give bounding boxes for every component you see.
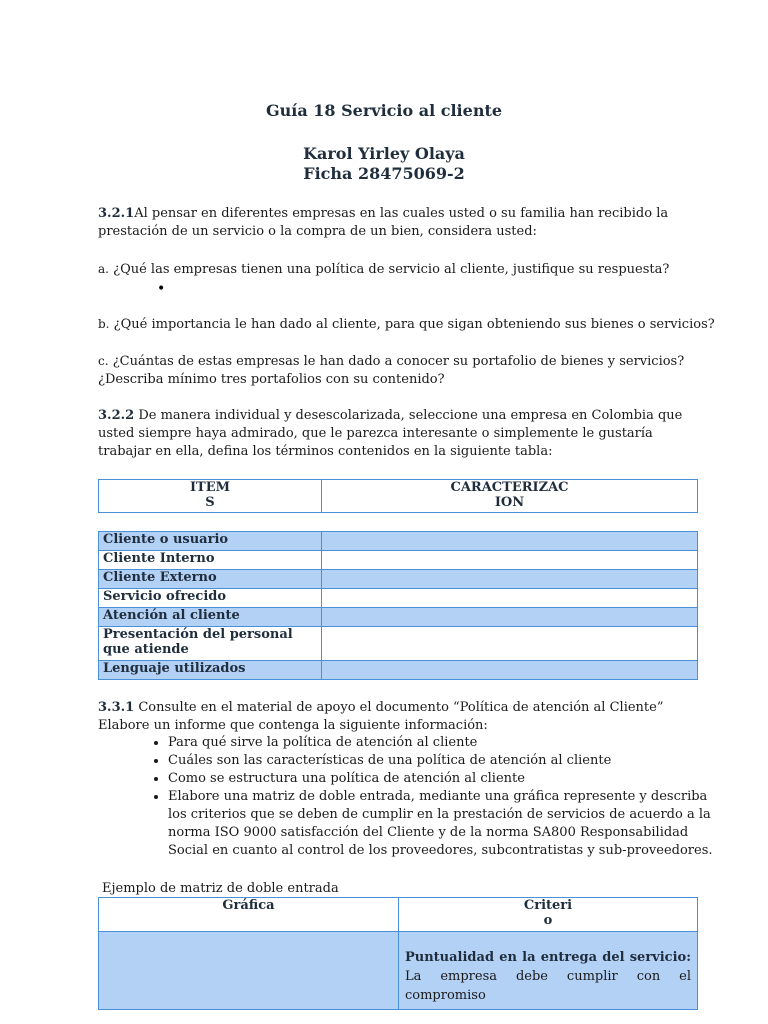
matrix-header-col2-line1: Criteri (523, 898, 573, 913)
items-header-col2-line1: CARACTERIZAC (450, 480, 569, 495)
criterion-text: La empresa debe cumplir con el compromiso (405, 969, 691, 1003)
matrix-header-row (99, 898, 698, 932)
question-a-prefix: a. (98, 262, 109, 276)
row-value-cell[interactable] (322, 627, 698, 661)
matrix-header-col1: Gráfica (99, 898, 399, 932)
example-label: Ejemplo de matriz de doble entrada (102, 881, 339, 896)
section-321-text: Al pensar en diferentes empresas en las cuales usted o su familia han recibido la prestación de un servicio o la compra de un bien, considera usted: (98, 206, 669, 239)
table-row (99, 551, 698, 570)
section-331 (98, 699, 718, 735)
items-header-table (98, 479, 698, 513)
table-row (99, 570, 698, 589)
table-row (99, 532, 698, 551)
question-c-line2: ¿Describa mínimo tres portafolios con su contenido? (98, 372, 445, 387)
table-row (99, 589, 698, 608)
items-table (98, 531, 698, 680)
row-value-cell[interactable] (322, 532, 698, 551)
items-header-col1-line2: S (205, 495, 215, 510)
list-item: • Elabore una matriz de doble entrada, mediante una gráfica represente y describa los criterios que se deben de cumplir en la prestación de servicios de acuerdo a la norma ISO 9000 satisfacción del Cliente y de la norma SA800 Responsabilidad Social en cuanto al control de los proveedores, subcontratistas y sub-proveedores. (168, 788, 728, 860)
table-row (99, 661, 698, 680)
row-label: Atención al cliente (99, 608, 322, 627)
section-321-number: 3.2.1 (98, 206, 135, 221)
ficha-number: Ficha 28475069-2 (303, 164, 465, 183)
row-value-cell[interactable] (322, 661, 698, 680)
matrix-criterion-cell (399, 932, 698, 1010)
row-label: Cliente Interno (99, 551, 322, 570)
matrix-header-col2 (399, 898, 698, 932)
author-name: Karol Yirley Olaya (303, 144, 465, 163)
matrix-graphic-cell[interactable] (99, 932, 399, 1010)
table-row (99, 627, 698, 661)
section-321 (98, 205, 678, 241)
section-331-number: 3.3.1 (98, 700, 135, 715)
row-label: Presentación del personal que atiende (99, 627, 322, 661)
requirements-list (142, 734, 728, 860)
criterion-title: Puntualidad en la entrega del servicio: (405, 950, 691, 965)
section-331-line2: Elabore un informe que contenga la siguiente información: (98, 718, 488, 733)
question-c (98, 352, 718, 389)
matrix-row (99, 932, 698, 1010)
matrix-header-col2-line2: o (543, 913, 553, 928)
question-a-text: ¿Qué las empresas tienen una política de servicio al cliente, justifique su respuesta? (113, 262, 670, 277)
question-a (98, 260, 698, 279)
row-label: Cliente o usuario (99, 532, 322, 551)
question-c-line1: ¿Cuántas de estas empresas le han dado a conocer su portafolio de bienes y servicios? (112, 354, 685, 369)
row-label: Cliente Externo (99, 570, 322, 589)
items-header-col2 (322, 480, 698, 513)
row-value-cell[interactable] (322, 551, 698, 570)
list-item: • Cuáles son las características de una política de atención al cliente (168, 752, 728, 770)
row-value-cell[interactable] (322, 570, 698, 589)
page-title: Guía 18 Servicio al cliente (265, 101, 503, 120)
section-331-line1: Consulte en el material de apoyo el documento “Política de atención al Cliente” (138, 700, 664, 715)
question-a-bullet: • (157, 281, 166, 297)
items-header-col1-line1: ITEM (189, 480, 231, 495)
section-322-number: 3.2.2 (98, 408, 135, 423)
question-c-prefix: c. (98, 354, 109, 368)
items-header-col1 (99, 480, 322, 513)
question-b (98, 315, 718, 334)
matrix-table (98, 897, 698, 1010)
author-block (0, 144, 768, 184)
section-322-text: De manera individual y desescolarizada, seleccione una empresa en Colombia que usted siempre haya admirado, que le parezca interesante o simplemente le gustaría trabajar en ella, defina los términos contenidos en la siguiente tabla: (98, 408, 683, 459)
row-value-cell[interactable] (322, 608, 698, 627)
question-b-text: ¿Qué importancia le han dado al cliente, para que sigan obteniendo sus bienes o servicios? (113, 317, 715, 332)
section-322 (98, 407, 703, 461)
list-item: • Para qué sirve la política de atención al cliente (168, 734, 728, 752)
question-b-prefix: b. (98, 317, 110, 331)
table-row (99, 608, 698, 627)
row-value-cell[interactable] (322, 589, 698, 608)
row-label: Lenguaje utilizados (99, 661, 322, 680)
row-label: Servicio ofrecido (99, 589, 322, 608)
list-item: • Como se estructura una política de atención al cliente (168, 770, 728, 788)
items-header-col2-line2: ION (494, 495, 525, 510)
